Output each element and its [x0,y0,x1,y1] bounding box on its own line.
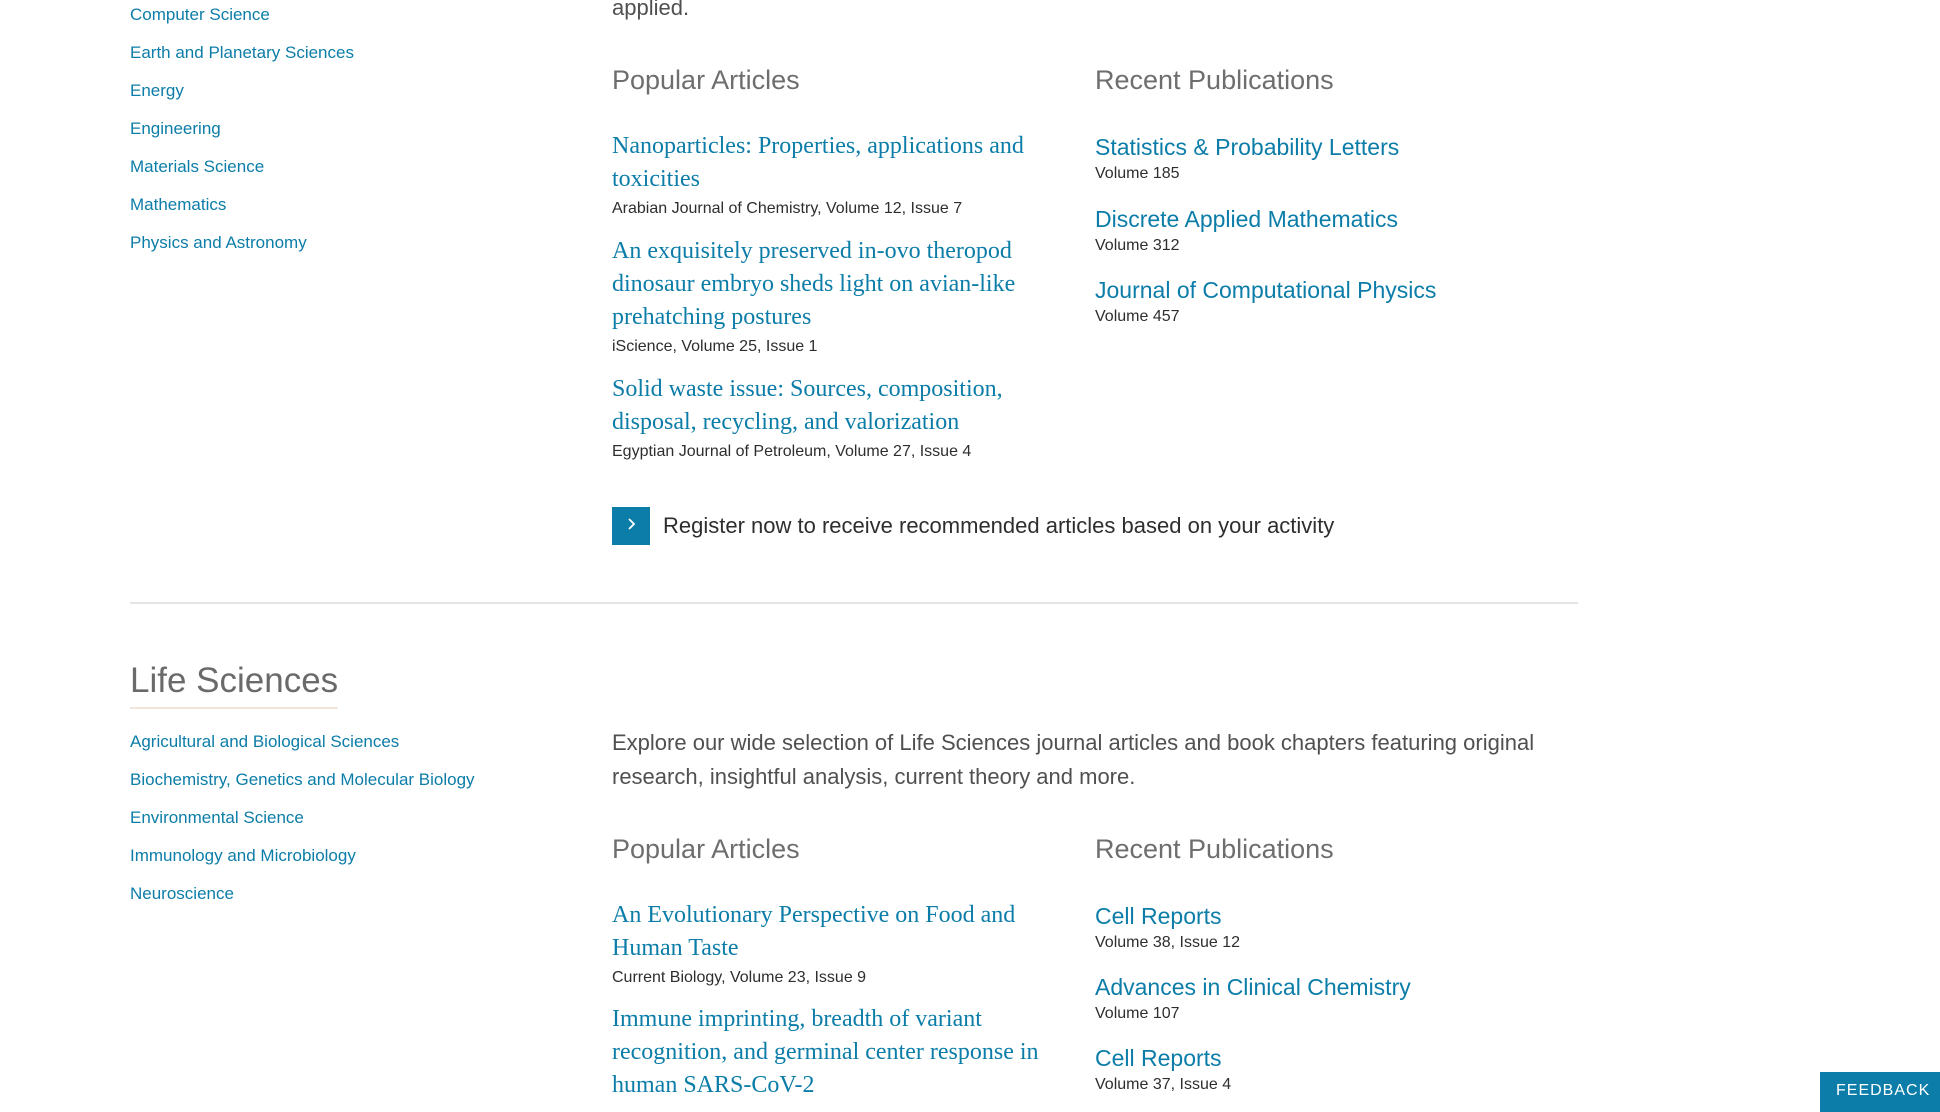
register-button[interactable] [612,507,650,545]
section-intro-text: Explore our wide selection of Life Sciences journal articles and book chapters featuring original research, insightful analysis, current theory and more. [612,730,1535,789]
recent-publication [1095,1043,1595,1096]
publication-title-link[interactable]: Statistics & Probability Letters [1095,134,1400,160]
subject-link[interactable]: Energy [130,81,184,100]
publication-volume: Volume 185 [1095,165,1180,182]
popular-article [612,235,1052,358]
popular-article [612,373,1052,463]
publication-volume: Volume 457 [1095,308,1180,325]
subject-link[interactable]: Neuroscience [130,884,234,903]
publication-volume: Volume 107 [1095,1005,1180,1022]
recent-publication [1095,275,1595,328]
feedback-button[interactable]: FEEDBACK [1820,1072,1940,1112]
recent-publication [1095,901,1595,954]
register-link[interactable]: Register now to receive recommended articles based on your activity [663,513,1335,538]
subject-link[interactable]: Computer Science [130,5,270,24]
popular-article [612,899,1052,989]
subject-link[interactable]: Immunology and Microbiology [130,846,356,865]
subject-link[interactable]: Agricultural and Biological Sciences [130,732,400,751]
article-source: iScience, Volume 25, Issue 1 [612,338,818,355]
subject-link[interactable]: Environmental Science [130,808,304,827]
publication-title-link[interactable]: Discrete Applied Mathematics [1095,206,1398,232]
popular-articles-heading: Popular Articles [612,65,800,95]
publication-volume: Volume 38, Issue 12 [1095,934,1240,951]
publication-title-link[interactable]: Cell Reports [1095,1045,1222,1071]
subject-link[interactable]: Mathematics [130,195,227,214]
publication-title-link[interactable]: Cell Reports [1095,903,1222,929]
subject-link[interactable]: Earth and Planetary Sciences [130,43,354,62]
article-source: Arabian Journal of Chemistry, Volume 12, Issue 7 [612,200,963,217]
article-source: Egyptian Journal of Petroleum, Volume 27, Issue 4 [612,443,972,460]
article-title-link[interactable]: Solid waste issue: Sources, composition, disposal, recycling, and valorization [612,376,1003,435]
article-title-link[interactable]: Nanoparticles: Properties, applications and toxicities [612,133,1024,192]
publication-title-link[interactable]: Journal of Computational Physics [1095,277,1437,303]
subject-link[interactable]: Engineering [130,119,221,138]
subject-link[interactable]: Physics and Astronomy [130,233,307,252]
article-title-link[interactable]: Immune imprinting, breadth of variant recognition, and germinal center response in human SARS-CoV-2 [612,1006,1039,1098]
recent-publication [1095,972,1595,1025]
popular-article [612,1003,1042,1102]
section-title: Life Sciences [130,659,338,709]
article-title-link[interactable]: An Evolutionary Perspective on Food and Human Taste [612,902,1016,961]
publication-volume: Volume 312 [1095,237,1180,254]
subject-link[interactable]: Materials Science [130,157,265,176]
recent-publication [1095,204,1595,257]
chevron-right-icon [624,517,638,536]
recent-publications-heading: Recent Publications [1095,65,1334,95]
section-intro-text: applied. [612,0,690,20]
article-title-link[interactable]: An exquisitely preserved in-ovo theropod dinosaur embryo sheds light on avian-like prehatching postures [612,238,1016,330]
popular-articles-heading: Popular Articles [612,834,800,864]
popular-article [612,130,1052,220]
article-source: Current Biology, Volume 23, Issue 9 [612,969,867,986]
section-divider [130,602,1578,604]
subject-link[interactable]: Biochemistry, Genetics and Molecular Biology [130,770,475,789]
recent-publications-heading: Recent Publications [1095,834,1334,864]
publication-volume: Volume 37, Issue 4 [1095,1076,1232,1093]
publication-title-link[interactable]: Advances in Clinical Chemistry [1095,974,1411,1000]
recent-publication [1095,132,1595,185]
